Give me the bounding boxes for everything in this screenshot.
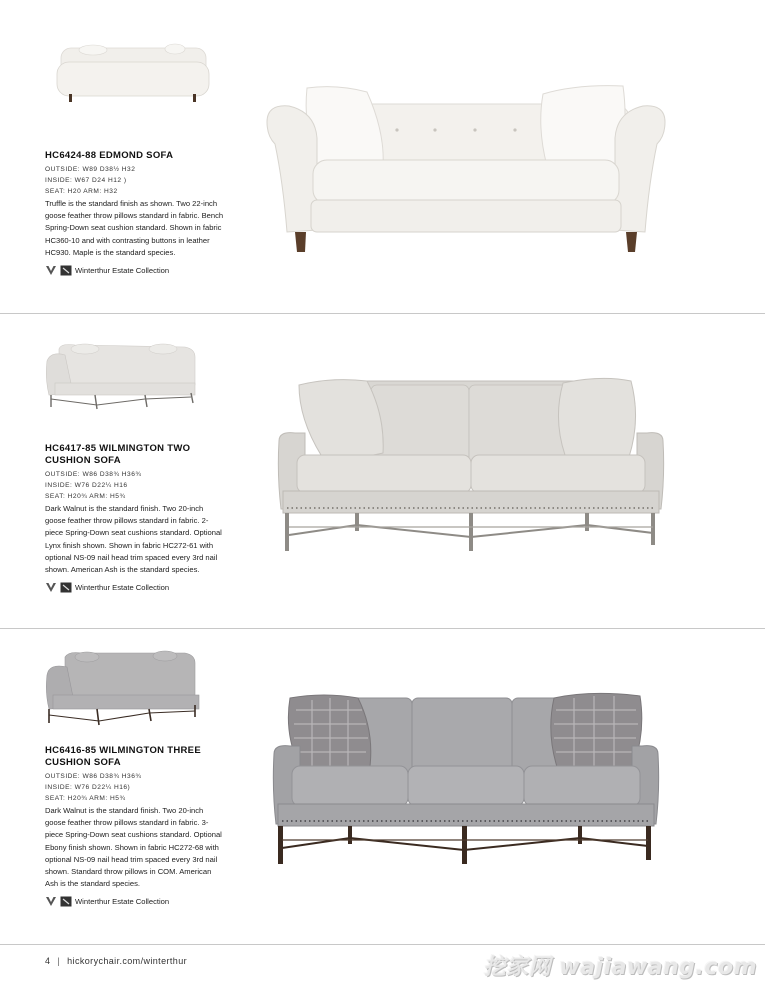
- product-dimensions: [45, 469, 225, 502]
- dimension-seat-arm: SEAT: H20 ARM: H32: [45, 188, 118, 195]
- wilmington-three-image: [272, 690, 660, 868]
- product-description: Dark Walnut is the standard finish. Two 20-inch goose feather throw pillows standard in fabric. 2-piece Spring-Down seat cushions standard. Optional Lynx finish shown. Shown in fabric HC272-61 with optional NS-09 nail head trim spaced every 3rd nail shown. American Ash is the standard species.: [45, 504, 222, 575]
- product-title: HC6416-85 WILMINGTON THREE CUSHION SOFA: [45, 745, 201, 768]
- page-number: 4: [45, 956, 51, 966]
- collection-name: Winterthur Estate Collection: [75, 897, 170, 907]
- dimension-inside: INSIDE: W76 D22¼ H16): [45, 784, 131, 791]
- product-dimensions: [45, 771, 225, 804]
- dimension-outside: OUTSIDE: W89 D38½ H32: [45, 166, 136, 173]
- edmond-sofa-image: [245, 82, 690, 260]
- edmond-sofa-thumbnail: [45, 32, 220, 122]
- product-dimensions: [45, 164, 225, 197]
- finish-swatch-icon: [60, 265, 72, 276]
- dimension-outside: OUTSIDE: W86 D38¾ H36¾: [45, 773, 142, 780]
- finish-swatch-icon: [60, 582, 72, 593]
- footer-url[interactable]: hickorychair.com/winterthur: [67, 956, 187, 966]
- dimension-inside: INSIDE: W76 D22¼ H16: [45, 482, 128, 489]
- wilmington-two-product-info: [45, 443, 225, 593]
- edmond-product-info: [45, 150, 225, 276]
- collection-line: [45, 265, 225, 276]
- wilmington-two-thumbnail: [45, 335, 220, 425]
- winterthur-logo-icon: [45, 582, 57, 593]
- dimension-outside: OUTSIDE: W86 D38¾ H36¾: [45, 471, 142, 478]
- collection-name: Winterthur Estate Collection: [75, 266, 170, 276]
- product-description: Dark Walnut is the standard finish. Two 20-inch goose feather throw pillows standard in fabric. 3-piece Spring-Down seat cushions standard. Optional Ebony finish shown. Shown in fabric HC272-68 with optional NS-09 nail head trim spaced every 3rd nail shown. Standard throw pillows in COM. American Ash is the standard species.: [45, 806, 222, 889]
- wilmington-two-image: [275, 375, 667, 553]
- product-title: HC6424-88 EDMOND SOFA: [45, 150, 174, 161]
- watermark: 挖家网 wajiawang.com: [483, 955, 757, 980]
- page-footer: [45, 956, 187, 966]
- dimension-inside: INSIDE: W67 D24 H12 ): [45, 177, 127, 184]
- dimension-seat-arm: SEAT: H20¾ ARM: H5¾: [45, 493, 126, 500]
- wilmington-three-thumbnail: [45, 645, 220, 735]
- collection-line: [45, 896, 225, 907]
- wilmington-three-product-info: [45, 745, 225, 907]
- finish-swatch-icon: [60, 896, 72, 907]
- footer-divider: [0, 944, 765, 945]
- winterthur-logo-icon: [45, 896, 57, 907]
- section-divider: [0, 628, 765, 629]
- section-divider: [0, 313, 765, 314]
- product-title: HC6417-85 WILMINGTON TWO CUSHION SOFA: [45, 443, 191, 466]
- collection-line: [45, 582, 225, 593]
- collection-name: Winterthur Estate Collection: [75, 583, 170, 593]
- winterthur-logo-icon: [45, 265, 57, 276]
- footer-separator: |: [57, 956, 61, 966]
- product-description: Truffle is the standard finish as shown. Two 22-inch goose feather throw pillows standard in fabric. Bench Spring-Down seat cushion standard. Shown in fabric HC360-10 and with contrasting buttons in leather HC930. Maple is the standard species.: [45, 199, 224, 257]
- dimension-seat-arm: SEAT: H20¾ ARM: H5¾: [45, 795, 126, 802]
